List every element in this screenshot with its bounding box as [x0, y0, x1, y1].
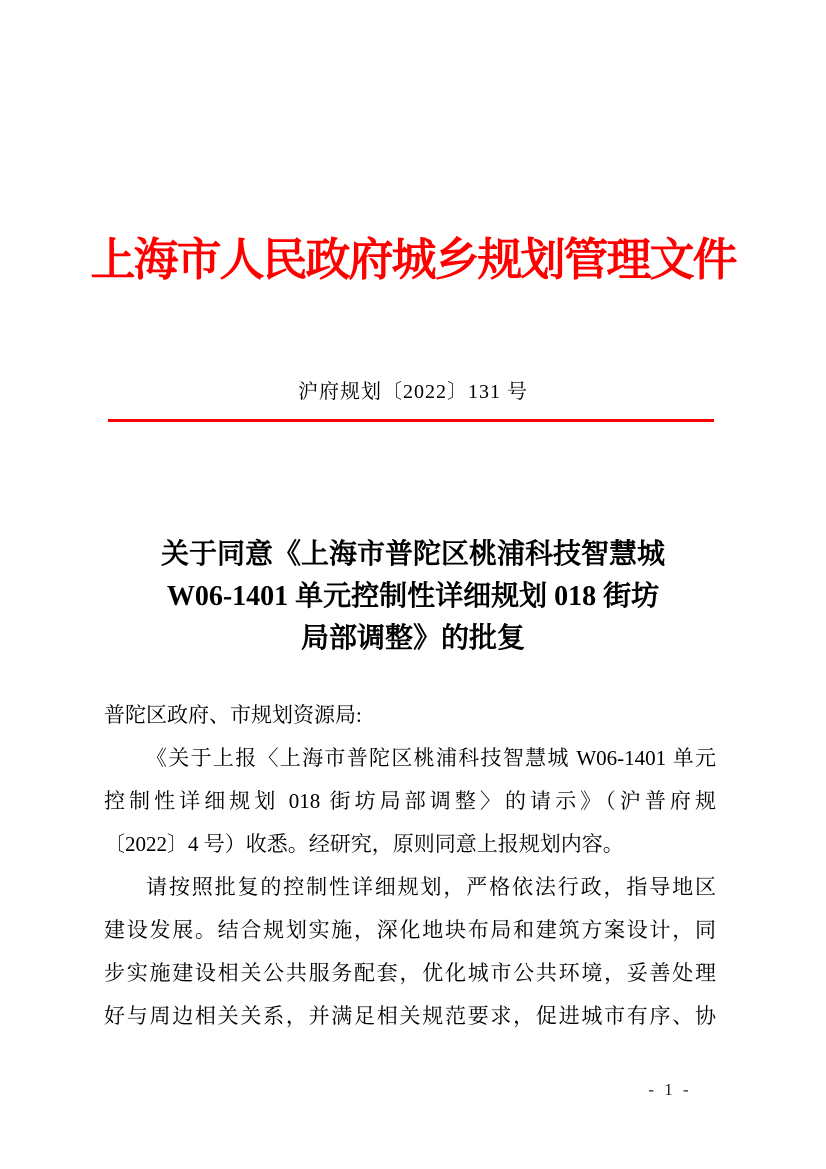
- paragraph2-line-4: 好与周边相关关系，并满足相关规范要求，促进城市有序、协: [104, 1004, 716, 1028]
- document-title-line-3: 局部调整》的批复: [300, 623, 525, 654]
- paragraph2-line-2: 建设发展。结合规划实施，深化地块布局和建筑方案设计，同: [104, 918, 716, 942]
- paragraph1-line-2: 控制性详细规划 018 街坊局部调整〉的请示》（沪普府规: [104, 789, 716, 813]
- document-body: [104, 694, 716, 1038]
- paragraph1-line-1: 《关于上报〈上海市普陀区桃浦科技智慧城 W06-1401 单元: [146, 746, 716, 770]
- red-divider-rule: [108, 419, 714, 422]
- page-number: - 1 -: [648, 1080, 692, 1099]
- paragraph2-line-3: 步实施建设相关公共服务配套，优化城市公共环境，妥善处理: [104, 961, 716, 985]
- document-title: [0, 534, 826, 660]
- document-title-line-2: W06-1401 单元控制性详细规划 018 街坊: [166, 581, 660, 612]
- document-number: 沪府规划〔2022〕131 号: [298, 381, 528, 403]
- document-title-line-1: 关于同意《上海市普陀区桃浦科技智慧城: [160, 539, 665, 570]
- salutation-line: 普陀区政府、市规划资源局:: [104, 703, 362, 727]
- paragraph1-line-3: 〔2022〕4 号）收悉。经研究，原则同意上报规划内容。: [104, 832, 624, 856]
- letterhead-title: 上海市人民政府城乡规划管理文件: [90, 235, 736, 285]
- paragraph2-line-1: 请按照批复的控制性详细规划，严格依法行政，指导地区: [146, 875, 716, 899]
